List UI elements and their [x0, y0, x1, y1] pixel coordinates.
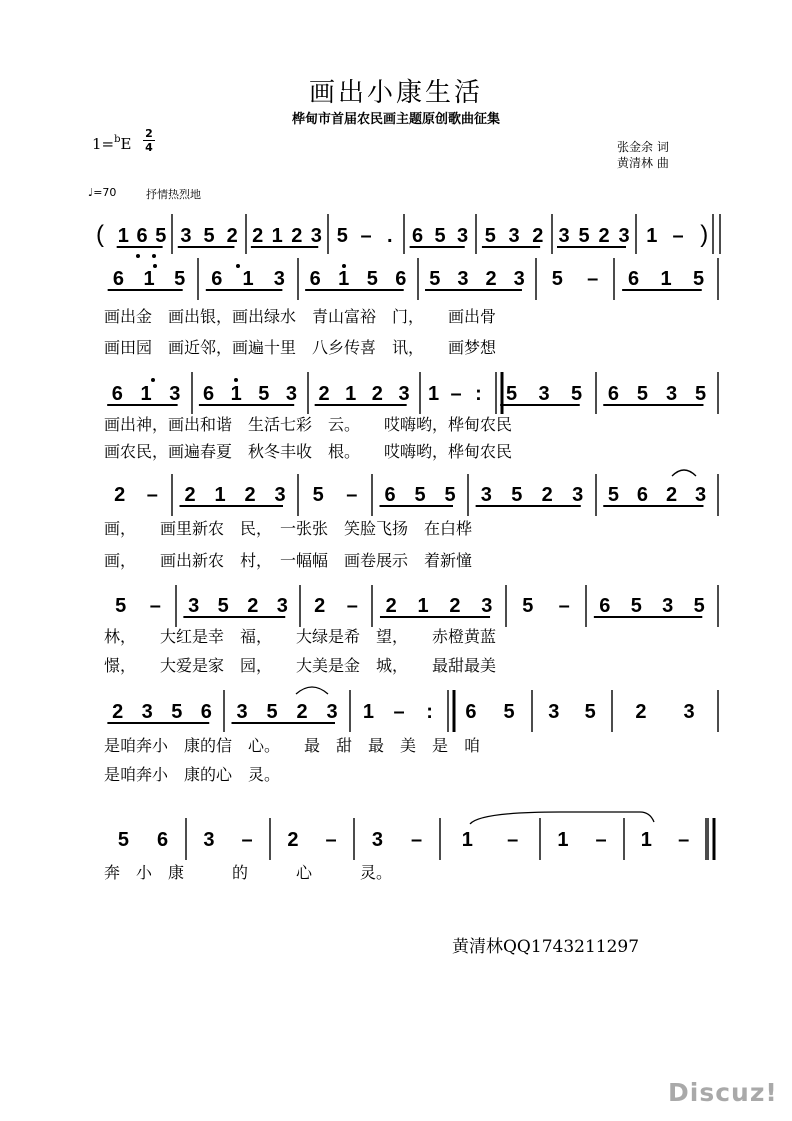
jianpu-note: 6: [411, 225, 424, 247]
jianpu-note: 5: [511, 484, 523, 506]
jianpu-note: –: [360, 225, 372, 247]
jianpu-note: 1: [345, 383, 357, 405]
jianpu-note: 1: [271, 225, 283, 247]
jianpu-note: –: [149, 595, 161, 617]
jianpu-note: 1: [140, 383, 152, 405]
jianpu-note: 5: [570, 383, 583, 405]
jianpu-note: 1: [143, 268, 155, 290]
lyric-line: 林， 大红是幸 福， 大绿是希 望， 赤橙黄蓝: [104, 627, 497, 646]
jianpu-note: 1: [660, 268, 672, 290]
jianpu-note: –: [325, 829, 337, 851]
jianpu-note: 2: [371, 383, 383, 405]
jianpu-note: 3: [236, 701, 248, 723]
lyric-line: 画田园 画近邻，画遍十里 八乡传喜 讯， 画梦想: [104, 338, 497, 357]
octave-dot-high: [234, 378, 238, 382]
jianpu-note: 2: [252, 225, 264, 247]
jianpu-note: 3: [276, 595, 288, 617]
jianpu-note: 3: [508, 225, 520, 247]
jianpu-note: 5: [578, 225, 590, 247]
time-signature-bottom: 4: [145, 141, 153, 154]
octave-dot-high: [153, 264, 157, 268]
jianpu-note: 2: [314, 595, 326, 617]
jianpu-note: 5: [584, 701, 596, 723]
jianpu-note: (: [96, 221, 104, 248]
author-signature: 黄清林QQ1743211297: [452, 937, 640, 957]
tie: [470, 812, 654, 824]
slur: [672, 470, 696, 476]
jianpu-note: 6: [111, 383, 123, 405]
octave-dot-low: [152, 254, 156, 258]
jianpu-note: 2: [244, 484, 256, 506]
jianpu-note: ): [700, 221, 709, 248]
jianpu-note: 6: [156, 829, 169, 851]
jianpu-note: 6: [636, 484, 649, 506]
lyric-line: 画农民，画遍春夏 秋冬丰收 根。 哎嗨哟，桦甸农民: [104, 442, 513, 461]
jianpu-note: 5: [266, 701, 278, 723]
jianpu-note: 1: [117, 225, 129, 247]
jianpu-note: 3: [513, 268, 525, 290]
jianpu-note: –: [346, 484, 358, 506]
jianpu-note: 3: [572, 484, 584, 506]
jianpu-note: –: [450, 383, 462, 405]
jianpu-note: 2: [485, 268, 497, 290]
jianpu-note: –: [558, 595, 570, 617]
jianpu-note: 3: [618, 225, 630, 247]
jianpu-note: –: [595, 829, 607, 851]
jianpu-note: 6: [136, 225, 148, 247]
octave-dot-high: [342, 264, 346, 268]
jianpu-note: 2: [247, 595, 259, 617]
jianpu-note: 5: [312, 484, 324, 506]
jianpu-note: –: [678, 829, 690, 851]
jianpu-note: –: [393, 701, 405, 723]
jianpu-note: 2: [184, 484, 196, 506]
jianpu-note: 6: [200, 701, 212, 723]
jianpu-note: 1: [362, 701, 374, 723]
jianpu-note: 3: [662, 595, 674, 617]
jianpu-note: 2: [112, 701, 124, 723]
jianpu-note: –: [507, 829, 519, 851]
composer-credit: 黄清林 曲: [617, 156, 669, 170]
jianpu-note: 2: [296, 701, 308, 723]
jianpu-note: 1: [338, 268, 350, 290]
jianpu-note: 5: [444, 484, 456, 506]
jianpu-note: 3: [456, 225, 469, 247]
jianpu-note: 6: [607, 383, 619, 405]
jianpu-note: 3: [398, 383, 410, 405]
jianpu-note: 5: [484, 225, 496, 247]
jianpu-note: 3: [326, 701, 338, 723]
jianpu-note: –: [346, 595, 358, 617]
jianpu-note: –: [672, 225, 684, 247]
jianpu-note: 3: [169, 383, 181, 405]
jianpu-note: 5: [503, 701, 515, 723]
jianpu-note: 1: [417, 595, 429, 617]
jianpu-note: –: [410, 829, 423, 851]
key-note: E: [120, 135, 132, 153]
jianpu-note: 6: [309, 268, 321, 290]
octave-dot-high: [236, 264, 240, 268]
jianpu-note: 3: [665, 383, 678, 405]
song-title: 画出小康生活: [308, 78, 483, 108]
jianpu-note: 2: [665, 484, 678, 506]
jianpu-note: 2: [635, 701, 647, 723]
jianpu-note: 2: [532, 225, 544, 247]
jianpu-note: 1: [214, 484, 226, 506]
expression-marking: 抒情热烈地: [146, 188, 201, 201]
jianpu-note: 5: [203, 225, 215, 247]
jianpu-note: 3: [274, 484, 286, 506]
octave-dot-high: [151, 378, 155, 382]
jianpu-note: 6: [384, 484, 396, 506]
jianpu-note: –: [587, 268, 599, 290]
jianpu-note: 5: [692, 268, 705, 290]
jianpu-note: 5: [155, 225, 167, 247]
lyricist-credit: 张金余 词: [617, 140, 669, 154]
jianpu-note: 5: [522, 595, 534, 617]
jianpu-note: 6: [395, 268, 407, 290]
jianpu-note: 3: [141, 701, 153, 723]
jianpu-note: 5: [429, 268, 441, 290]
jianpu-note: 2: [114, 484, 126, 506]
time-signature-top: 2: [145, 127, 153, 140]
jianpu-note: 3: [285, 383, 297, 405]
jianpu-note: 3: [538, 383, 550, 405]
jianpu-note: 5: [174, 268, 186, 290]
jianpu-note: 5: [366, 268, 378, 290]
jianpu-note: 2: [291, 225, 303, 247]
jianpu-note: 5: [607, 484, 619, 506]
jianpu-note: –: [146, 484, 158, 506]
octave-dot-low: [136, 254, 140, 258]
jianpu-note: 5: [636, 383, 649, 405]
jianpu-note: 6: [211, 268, 223, 290]
jianpu-note: 3: [180, 225, 192, 247]
jianpu-note: :: [475, 383, 482, 405]
jianpu-note: 3: [310, 225, 322, 247]
lyric-line: 画， 画出新农 村， 一幅幅 画卷展示 着新憧: [104, 551, 473, 570]
jianpu-note: 6: [627, 268, 640, 290]
lyric-line: 奔 小 康 的 心 灵。: [104, 863, 393, 882]
jianpu-note: :: [426, 701, 433, 723]
jianpu-note: 5: [117, 829, 130, 851]
jianpu-note: 1: [557, 829, 569, 851]
jianpu-note: –: [241, 829, 253, 851]
jianpu-note: 6: [203, 383, 215, 405]
song-subtitle: 桦甸市首届农民画主题原创歌曲征集: [291, 112, 500, 127]
lyric-line: 是咱奔小 康的信 心。 最 甜 最 美 是 咱: [104, 736, 481, 755]
jianpu-note: 6: [112, 268, 124, 290]
jianpu-note: .: [386, 225, 393, 247]
jianpu-note: 6: [599, 595, 611, 617]
jianpu-note: 5: [551, 268, 563, 290]
jianpu-note: 2: [598, 225, 610, 247]
jianpu-note: 2: [318, 383, 330, 405]
slur: [296, 687, 328, 694]
jianpu-note: 5: [217, 595, 229, 617]
jianpu-note: 3: [203, 829, 215, 851]
jianpu-note: 5: [115, 595, 127, 617]
jianpu-note: 5: [693, 595, 705, 617]
jianpu-note: 5: [434, 225, 446, 247]
jianpu-note: 1: [230, 383, 242, 405]
jianpu-note: 2: [226, 225, 238, 247]
jianpu-note: 3: [273, 268, 285, 290]
jianpu-note: 3: [480, 484, 492, 506]
jianpu-note: 3: [481, 595, 493, 617]
jianpu-note: 1: [640, 829, 652, 851]
jianpu-note: 5: [171, 701, 183, 723]
jianpu-note: 5: [258, 383, 270, 405]
jianpu-note: 1: [242, 268, 254, 290]
jianpu-note: 3: [695, 484, 707, 506]
jianpu-note: 3: [548, 701, 560, 723]
jianpu-note: 5: [630, 595, 642, 617]
jianpu-note: 5: [695, 383, 707, 405]
tempo-marking: ♩=70: [88, 186, 117, 199]
jianpu-note: 2: [385, 595, 397, 617]
lyric-line: 画， 画里新农 民， 一张张 笑脸飞扬 在白桦: [104, 519, 473, 538]
jianpu-note: 5: [505, 383, 518, 405]
jianpu-note: 3: [371, 829, 384, 851]
jianpu-note: 1: [427, 383, 440, 405]
jianpu-note: 2: [449, 595, 461, 617]
jianpu-note: 3: [188, 595, 200, 617]
jianpu-note: 5: [336, 225, 348, 247]
lyric-line: 画出神，画出和谐 生活七彩 云。 哎嗨哟，桦甸农民: [104, 415, 513, 434]
lyric-line: 憬， 大爱是家 园， 大美是金 城， 最甜最美: [104, 656, 497, 675]
jianpu-note: 2: [541, 484, 553, 506]
jianpu-note: 3: [683, 701, 695, 723]
key-prefix: 1=: [92, 135, 115, 153]
forum-watermark: Discuz!: [668, 1078, 778, 1107]
flat-sign: b: [114, 134, 121, 145]
jianpu-note: 6: [465, 701, 477, 723]
jianpu-note: 3: [457, 268, 469, 290]
jianpu-note: 2: [287, 829, 299, 851]
lyric-line: 是咱奔小 康的心 灵。: [104, 765, 281, 784]
jianpu-note: 3: [558, 225, 570, 247]
lyric-line: 画出金 画出银，画出绿水 青山富裕 门， 画出骨: [104, 307, 497, 326]
jianpu-note: 5: [414, 484, 426, 506]
jianpu-note: 1: [461, 829, 473, 851]
jianpu-note: 1: [646, 225, 658, 247]
